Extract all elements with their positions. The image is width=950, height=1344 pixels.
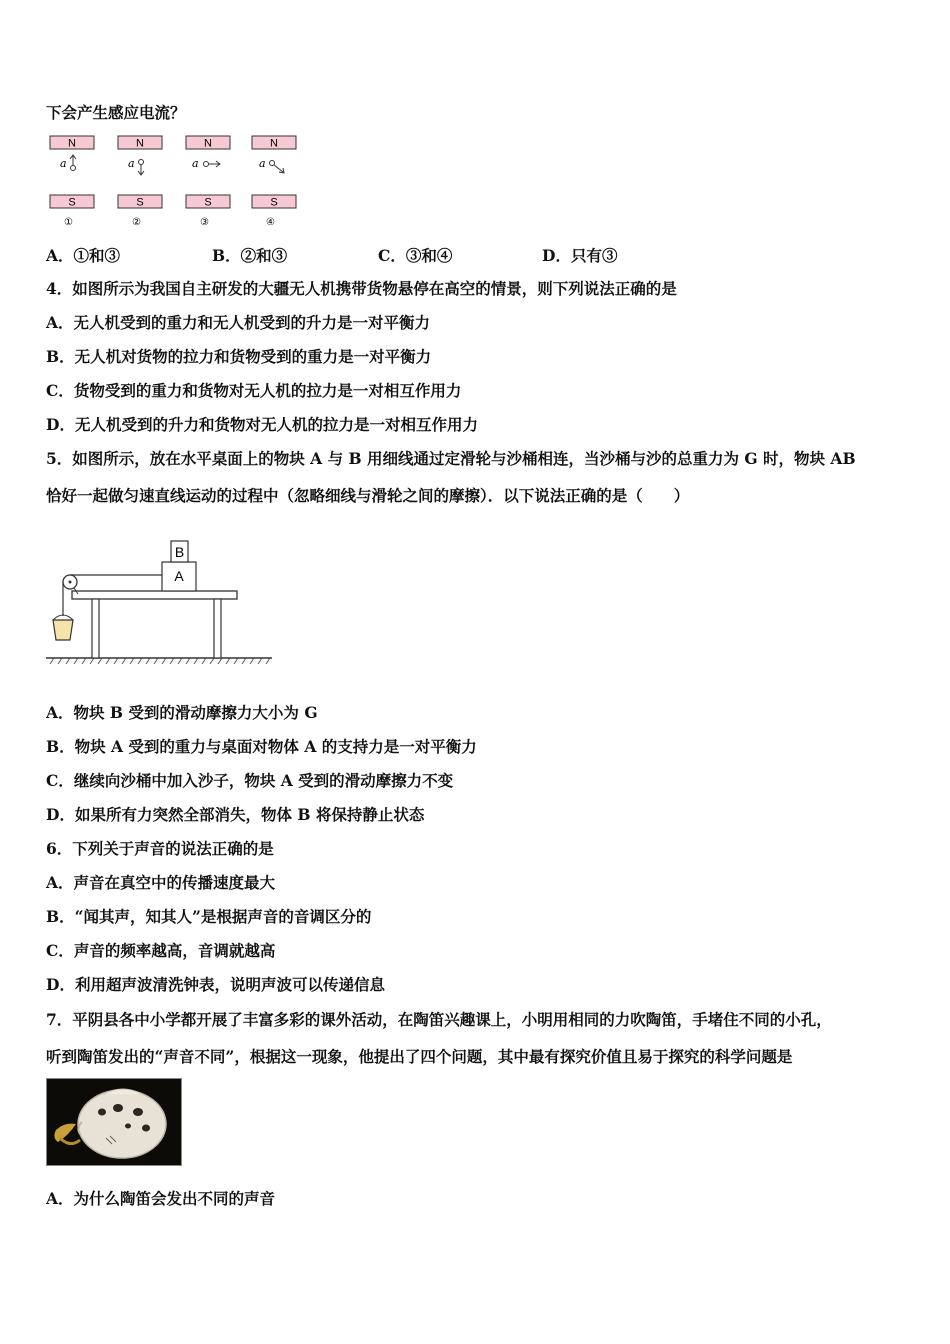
conductor-label: a — [60, 157, 67, 170]
svg-text:S: S — [270, 196, 278, 209]
q6-stem: 6．下列关于声音的说法正确的是 — [46, 839, 274, 858]
block-b-label: B — [174, 544, 185, 560]
svg-text:N: N — [204, 137, 212, 150]
block-a-label: A — [174, 568, 184, 584]
svg-text:S: S — [204, 196, 212, 209]
table-leg-left — [92, 599, 99, 658]
q4-option-d[interactable]: D．无人机受到的升力和货物对无人机的拉力是一对相互作用力 — [46, 415, 478, 434]
q3-option-b[interactable]: B．②和③ — [212, 246, 288, 265]
svg-text:③: ③ — [200, 217, 209, 228]
sand-bucket — [53, 620, 73, 640]
svg-text:N: N — [270, 137, 278, 150]
q4-option-b[interactable]: B．无人机对货物的拉力和货物受到的重力是一对平衡力 — [46, 347, 432, 366]
table-top — [72, 591, 237, 599]
q6-option-b[interactable]: B．“闻其声，知其人”是根据声音的音调区分的 — [46, 907, 372, 926]
q5-option-d[interactable]: D．如果所有力突然全部消失，物体 B 将保持静止状态 — [46, 805, 425, 824]
table-leg-right — [214, 599, 221, 658]
q5-option-a[interactable]: A．物块 B 受到的滑动摩擦力大小为 G — [46, 703, 318, 722]
q5-stem-line1: 5．如图所示，放在水平桌面上的物块 A 与 B 用细线通过定滑轮与沙桶相连，当沙桶与沙的总重力为 G 时，物块 AB — [46, 449, 856, 468]
q7-stem-line2: 听到陶笛发出的“声音不同”，根据这一现象，他提出了四个问题，其中最有探究价值且易于探究的科学问题是 — [46, 1047, 793, 1066]
q3-option-c[interactable]: C．③和④ — [378, 246, 453, 265]
magnet-panel-2 — [118, 136, 162, 228]
q6-option-c[interactable]: C．声音的频率越高，音调就越高 — [46, 941, 276, 960]
q4-option-a[interactable]: A．无人机受到的重力和无人机受到的升力是一对平衡力 — [46, 313, 431, 332]
svg-text:a: a — [259, 157, 266, 170]
q4-stem: 4．如图所示为我国自主研发的大疆无人机携带货物悬停在高空的情景，则下列说法正确的是 — [46, 279, 677, 298]
magnet-panel-1 — [50, 136, 94, 228]
magnet-panel-3 — [186, 136, 230, 228]
north-label: N — [68, 137, 76, 150]
q3-magnet-figure — [46, 134, 306, 230]
magnet-panel-4 — [252, 136, 296, 228]
svg-text:S: S — [136, 196, 144, 209]
q7-option-a[interactable]: A．为什么陶笛会发出不同的声音 — [46, 1189, 276, 1208]
q3-option-d[interactable]: D．只有③ — [542, 246, 618, 265]
q3-stem-tail: 下会产生感应电流？ — [46, 103, 186, 122]
svg-text:②: ② — [132, 217, 141, 228]
q6-option-a[interactable]: A．声音在真空中的传播速度最大 — [46, 873, 276, 892]
q5-stem-line2: 恰好一起做匀速直线运动的过程中（忽略细线与滑轮之间的摩擦）．以下说法正确的是（ ） — [46, 486, 690, 505]
q5-option-c[interactable]: C．继续向沙桶中加入沙子，物块 A 受到的滑动摩擦力不变 — [46, 771, 454, 790]
panel-number: ① — [64, 217, 73, 228]
ocarina-photo — [46, 1078, 182, 1166]
q6-option-d[interactable]: D．利用超声波清洗钟表，说明声波可以传递信息 — [46, 975, 385, 994]
svg-text:a: a — [128, 157, 135, 170]
svg-text:N: N — [136, 137, 144, 150]
q5-pulley-figure — [44, 538, 276, 666]
svg-text:a: a — [192, 157, 199, 170]
q5-option-b[interactable]: B．物块 A 受到的重力与桌面对物体 A 的支持力是一对平衡力 — [46, 737, 477, 756]
svg-text:④: ④ — [266, 217, 275, 228]
q7-stem-line1: 7．平阴县各中小学都开展了丰富多彩的课外活动，在陶笛兴趣课上，小明用相同的力吹陶笛，手堵住不同的小孔， — [46, 1010, 832, 1029]
south-label: S — [68, 196, 76, 209]
q4-option-c[interactable]: C．货物受到的重力和货物对无人机的拉力是一对相互作用力 — [46, 381, 462, 400]
q3-option-a[interactable]: A．①和③ — [46, 246, 121, 265]
